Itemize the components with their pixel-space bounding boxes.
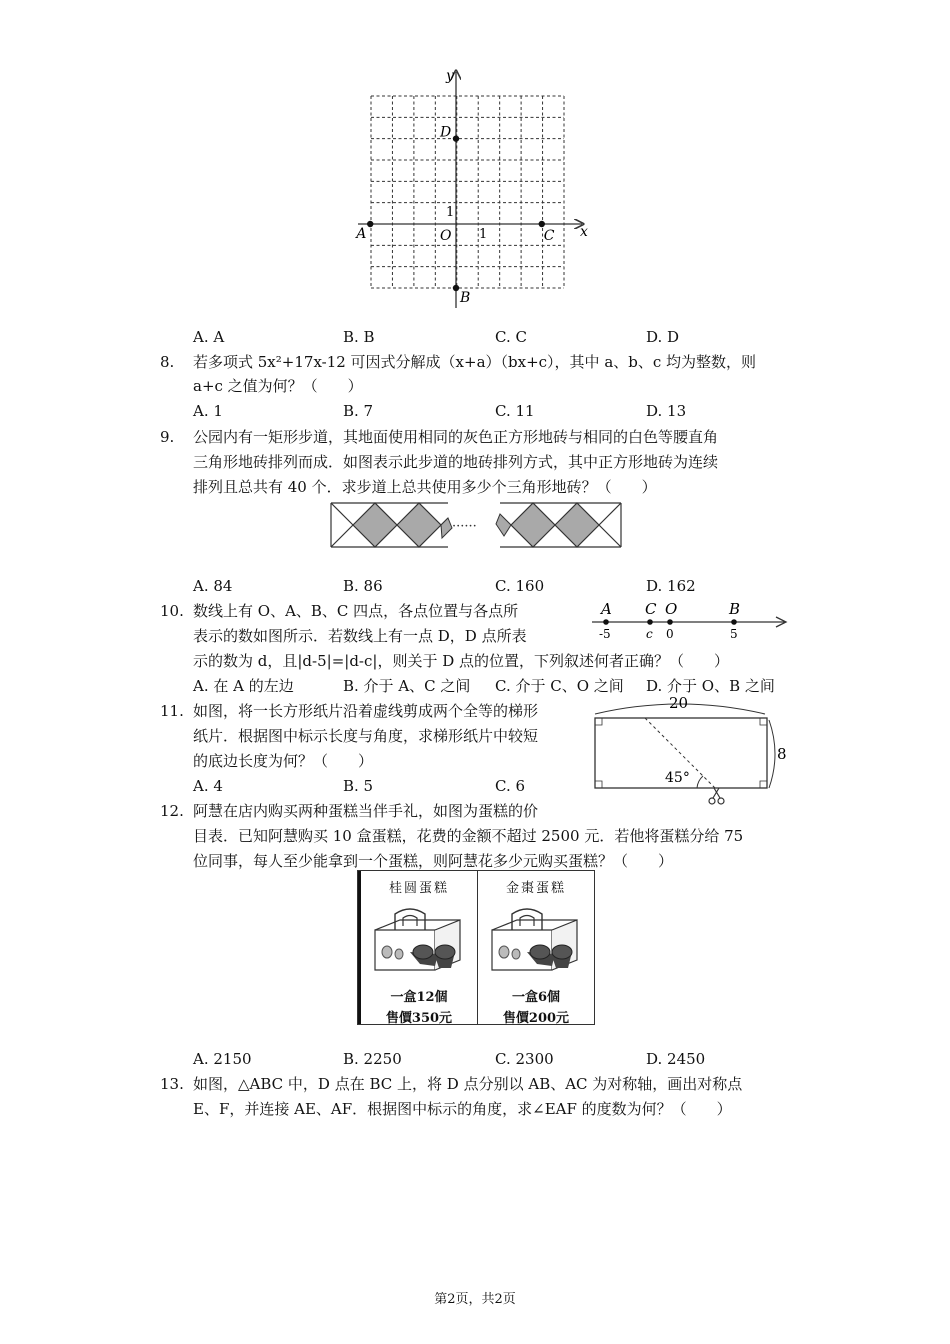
q8-text-line2: a+c 之值为何？（ ） [193, 377, 363, 395]
q12-option-d[interactable]: D. 2450 [646, 1050, 706, 1068]
q11-option-a[interactable]: A. 4 [193, 777, 223, 795]
q10-text-line2: 表示的数如图所示．若数线上有一点 D，D 点所表 [193, 627, 527, 645]
q9-number: 9. [160, 428, 175, 446]
q8-option-a[interactable]: A. 1 [193, 402, 223, 420]
q10-option-b[interactable]: B. 介于 A、C 之间 [343, 677, 471, 695]
q12-option-c[interactable]: C. 2300 [495, 1050, 554, 1068]
q7-option-c[interactable]: C. C [495, 328, 527, 346]
point-label-a: A [356, 226, 367, 242]
numberline-value-b: 5 [730, 627, 738, 641]
q11-text-line1: 如图，将一长方形纸片沿着虚线剪成两个全等的梯形 [193, 702, 539, 720]
cake-box-icon [365, 900, 473, 980]
q8-text-line1: 若多项式 5x²+17x-12 可因式分解成（x+a）（bx+c），其中 a、b、c 均为整数，则 [193, 353, 757, 371]
cake-name: 桂圆蛋糕 [388, 881, 449, 896]
q12-option-b[interactable]: B. 2250 [343, 1050, 402, 1068]
point-b [453, 285, 459, 291]
q13-number: 13. [160, 1075, 184, 1093]
price-cell-jinzao [478, 871, 594, 1024]
q8-option-c[interactable]: C. 11 [495, 402, 535, 420]
q9-option-a[interactable]: A. 84 [193, 577, 233, 595]
q10-option-d[interactable]: D. 介于 O、B 之间 [646, 677, 775, 695]
q9-option-d[interactable]: D. 162 [646, 577, 696, 595]
q10-text-line3: 示的数为 d，且|d-5|=|d-c|，则关于 D 点的位置，下列叙述何者正确？（ ） [193, 652, 730, 670]
point-label-d: D [440, 124, 452, 141]
page-footer: 第2页，共2页 [434, 1292, 516, 1307]
q8-number: 8. [160, 353, 175, 371]
point-label-c: C [543, 228, 555, 244]
number-line-figure [590, 596, 790, 644]
q10-option-a[interactable]: A. 在 A 的左边 [193, 677, 294, 695]
numberline-label-c: C [645, 600, 657, 618]
q11-number: 11. [160, 702, 184, 720]
point-c [539, 221, 545, 227]
q9-text-line1: 公园内有一矩形步道，其地面使用相同的灰色正方形地砖与相同的白色等腰直角 [193, 428, 719, 446]
price-table [357, 870, 595, 1025]
cake-box-icon [482, 900, 590, 980]
q13-text-line1: 如图，△ABC 中，D 点在 BC 上，将 D 点分别以 AB、AC 为对称轴，画出对称点 [193, 1075, 743, 1093]
x-axis-label: x [580, 224, 588, 240]
width-label: 20 [669, 694, 689, 712]
numberline-label-b: B [729, 600, 741, 618]
q7-option-a[interactable]: A. A [193, 328, 225, 346]
cake-price: 售價200元 [502, 1011, 570, 1026]
angle-label: 45° [665, 770, 690, 786]
q7-option-b[interactable]: B. B [343, 328, 375, 346]
y-axis-label: y [446, 68, 454, 84]
tile-walkway-figure [328, 500, 624, 552]
q8-option-d[interactable]: D. 13 [646, 402, 687, 420]
q11-text-line3: 的底边长度为何？（ ） [193, 752, 374, 770]
cake-price: 售價350元 [385, 1011, 453, 1026]
numberline-label-a: A [601, 600, 612, 618]
q13-text-line2: E、F，并连接 AE、AF．根据图中标示的角度，求∠EAF 的度数为何？（ ） [193, 1100, 732, 1118]
q12-number: 12. [160, 802, 184, 820]
cake-name: 金棗蛋糕 [505, 881, 566, 896]
q7-option-d[interactable]: D. D [646, 328, 680, 346]
point-a [367, 221, 373, 227]
numberline-point-b [731, 619, 737, 625]
numberline-point-c [647, 619, 653, 625]
q10-text-line1: 数线上有 O、A、B、C 四点，各点位置与各点所 [193, 602, 519, 620]
q10-option-c[interactable]: C. 介于 C、O 之间 [495, 677, 624, 695]
q12-text-line2: 目表．已知阿慧购买 10 盒蛋糕，花费的金额不超过 2500 元．若他将蛋糕分给 75 [193, 827, 744, 845]
height-label: 8 [777, 745, 787, 763]
q9-text-line2: 三角形地砖排列而成．如图表示此步道的地砖排列方式，其中正方形地砖为连续 [193, 453, 719, 471]
q8-option-b[interactable]: B. 7 [343, 402, 374, 420]
continuation-dots: ······ [452, 519, 477, 534]
price-cell-guiyuan [358, 871, 478, 1024]
y-tick-one: 1 [446, 205, 455, 220]
q12-text-line3: 位同事，每人至少能拿到一个蛋糕，则阿慧花多少元购买蛋糕？（ ） [193, 852, 674, 870]
scissors-icon [709, 788, 724, 804]
origin-label: O [440, 228, 452, 244]
q10-number: 10. [160, 602, 184, 620]
rectangle-cut-figure [585, 692, 795, 812]
q9-text-line3: 排列且总共有 40 个．求步道上总共使用多少个三角形地砖？（ ） [193, 478, 657, 496]
point-label-b: B [460, 290, 471, 306]
x-tick-one: 1 [479, 227, 488, 242]
coordinate-graph [340, 66, 600, 312]
q12-text-line1: 阿慧在店内购买两种蛋糕当伴手礼，如图为蛋糕的价 [193, 802, 539, 820]
numberline-value-a: -5 [599, 627, 611, 641]
numberline-value-c: c [646, 627, 653, 641]
point-d [453, 135, 459, 141]
cake-qty: 一盒6個 [511, 990, 561, 1005]
numberline-point-o [667, 619, 673, 625]
q11-option-b[interactable]: B. 5 [343, 777, 374, 795]
q11-text-line2: 纸片．根据图中标示长度与角度，求梯形纸片中较短 [193, 727, 539, 745]
cake-qty: 一盒12個 [390, 990, 448, 1005]
q9-option-c[interactable]: C. 160 [495, 577, 545, 595]
q11-option-c[interactable]: C. 6 [495, 777, 526, 795]
numberline-point-a [603, 619, 609, 625]
numberline-value-o: 0 [666, 627, 674, 641]
numberline-label-o: O [665, 600, 678, 618]
q12-option-a[interactable]: A. 2150 [193, 1050, 252, 1068]
q9-option-b[interactable]: B. 86 [343, 577, 383, 595]
